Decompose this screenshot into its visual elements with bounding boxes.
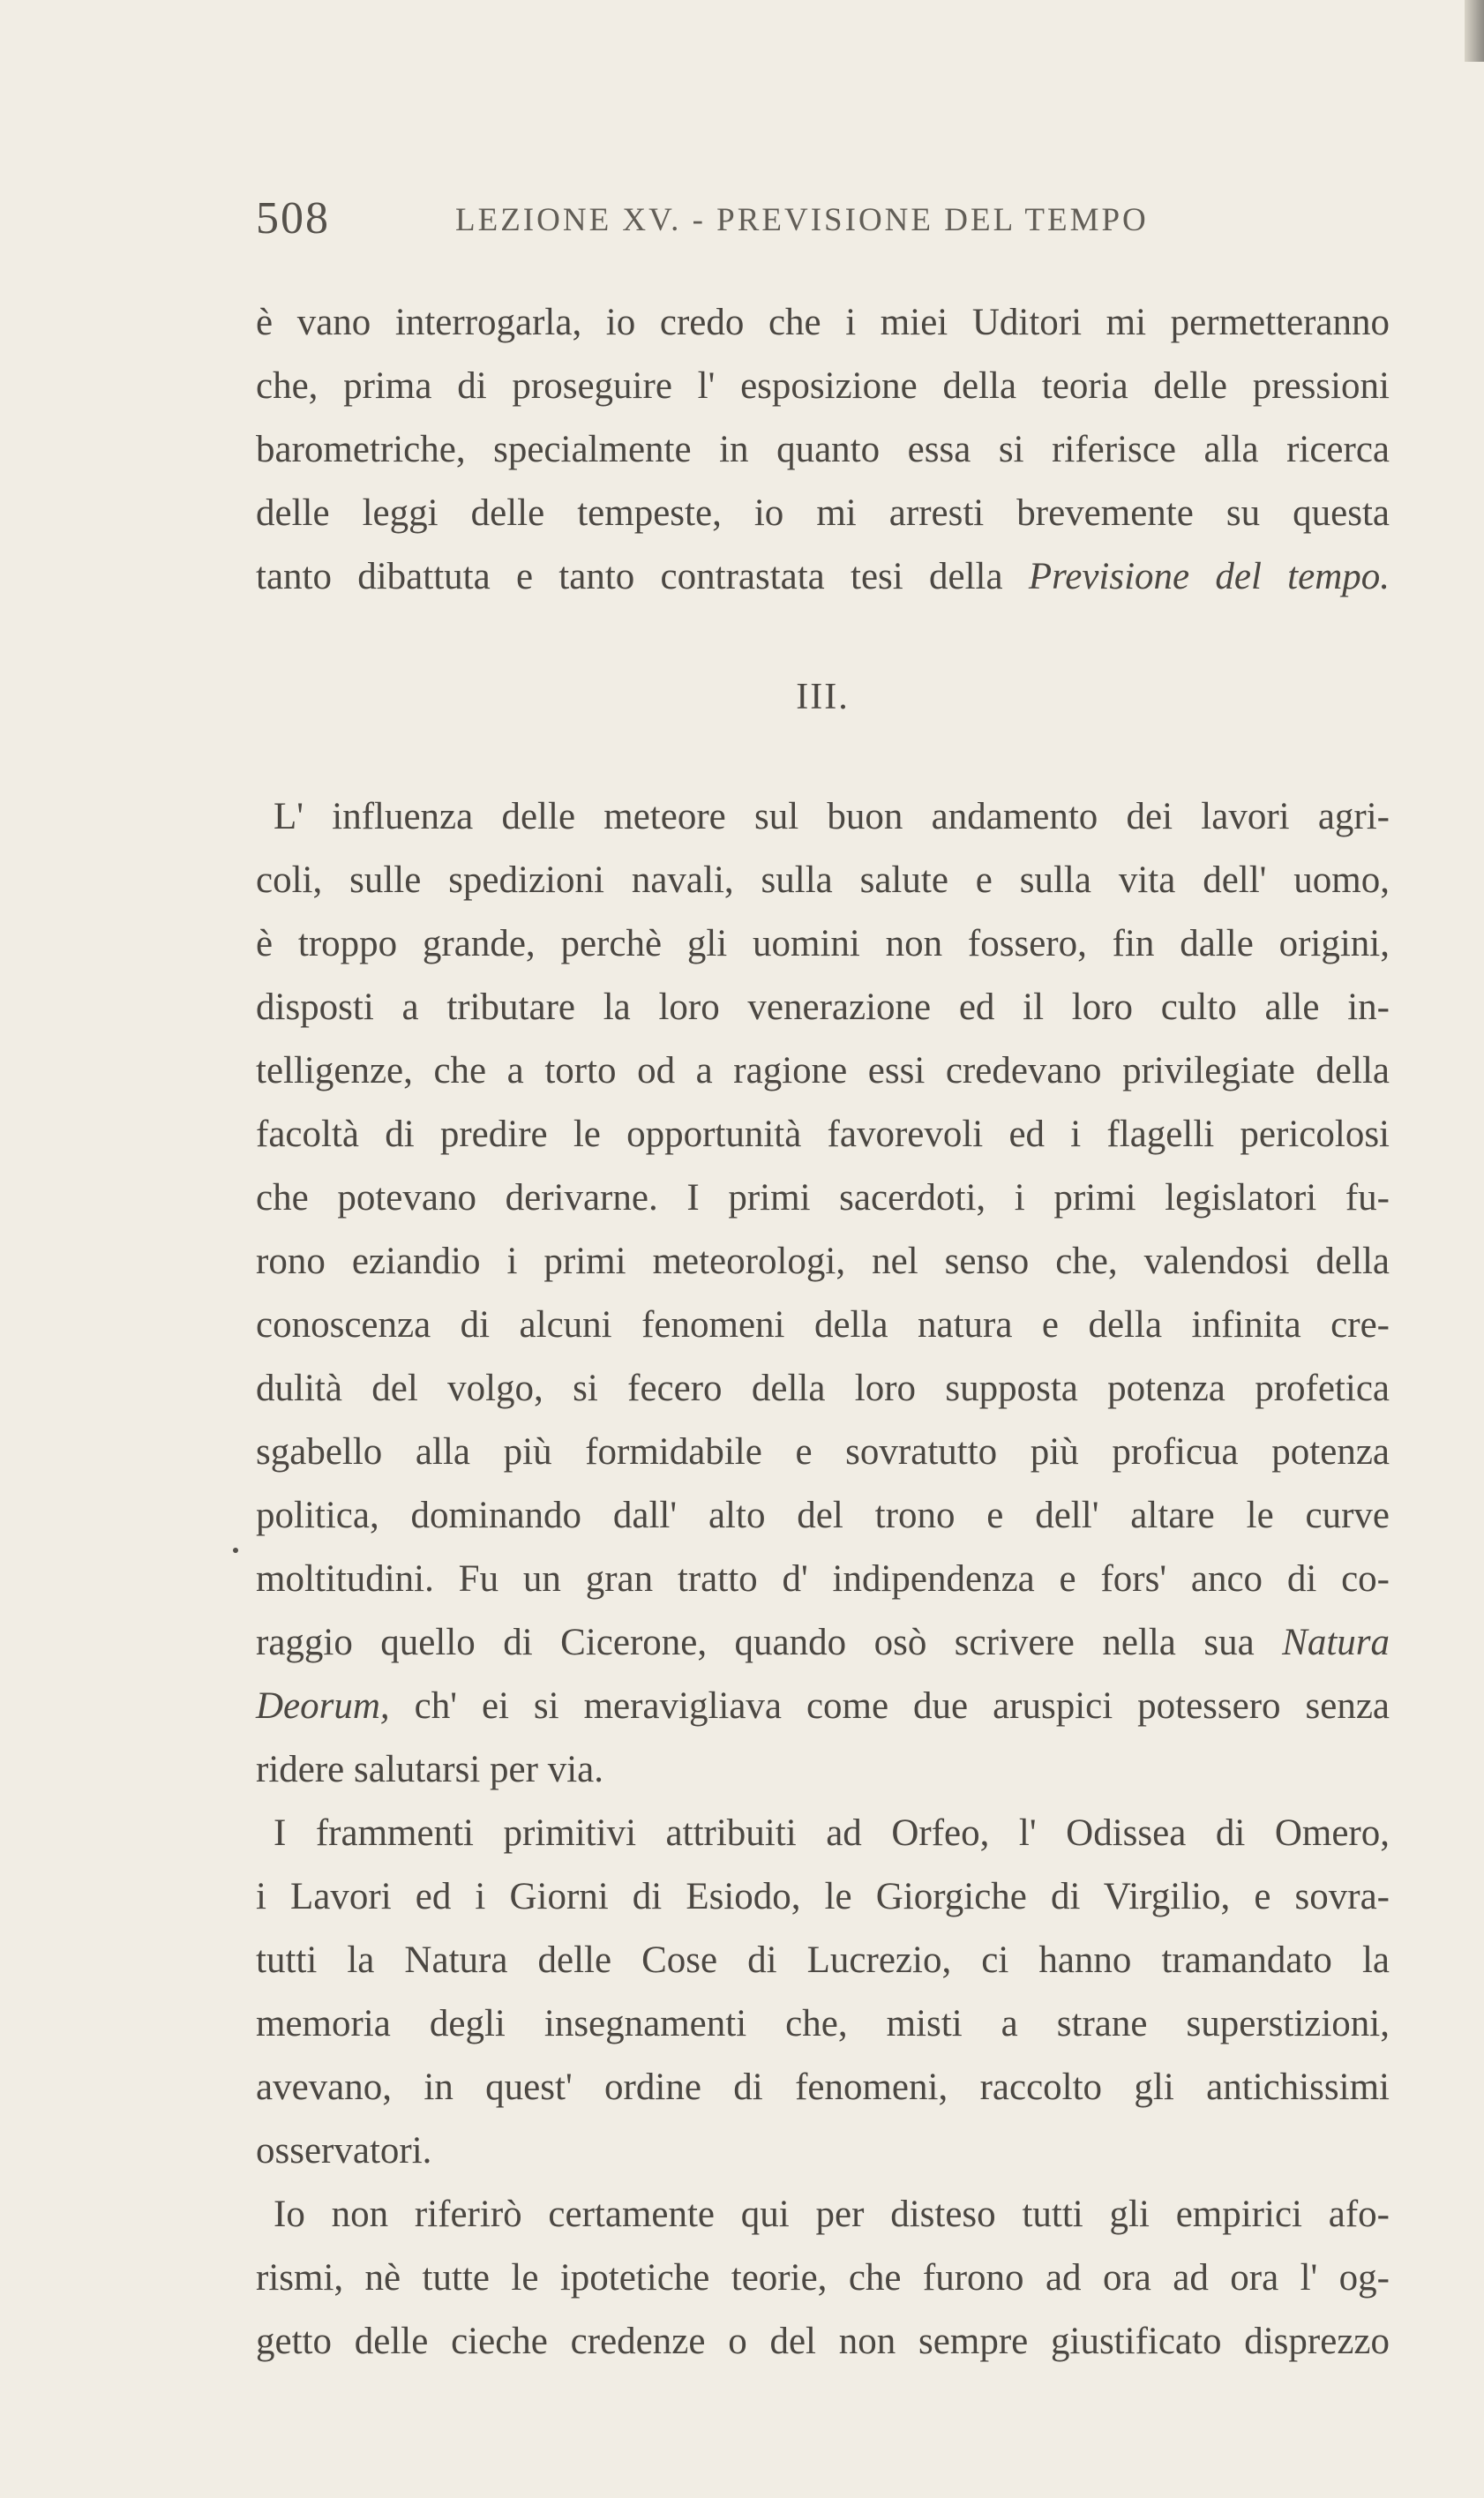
text-line: politica, dominando dall' alto del trono e dell' altare le curve — [256, 1495, 1390, 1536]
italic-title: Natura — [1282, 1622, 1390, 1663]
text-line: delle leggi delle tempeste, io mi arresti brevemente su questa — [256, 492, 1390, 534]
text-line — [256, 545, 1390, 609]
body-text — [256, 291, 1390, 2374]
text-line: è vano interrogarla, io credo che i miei Uditori mi permetteranno — [256, 302, 1390, 343]
text-segment: raggio quello di Cicerone, quando osò scrivere nella sua — [256, 1622, 1255, 1663]
text-segment: ch' ei si meravigliava come due aruspici potessero senza — [414, 1685, 1390, 1727]
text-line: barometriche, specialmente in quanto essa si riferisce alla ricerca — [256, 429, 1390, 470]
text-line: coli, sulle spedizioni navali, sulla salute e sulla vita dell' uomo, — [256, 859, 1390, 901]
italic-title: Deorum, — [256, 1685, 390, 1727]
text-line: i Lavori ed i Giorni di Esiodo, le Giorgiche di Virgilio, e sovra- — [256, 1876, 1390, 1917]
text-line: getto delle cieche credenze o del non sempre giustificato disprezzo — [256, 2321, 1390, 2362]
page-header — [256, 192, 1403, 254]
text-line: moltitudini. Fu un gran tratto d' indipendenza e fors' anco di co- — [256, 1558, 1390, 1600]
text-segment: tanto dibattuta e tanto contrastata tesi della — [256, 556, 1003, 597]
text-line: Io non riferirò certamente qui per disteso tutti gli empirici afo- — [274, 2194, 1390, 2235]
text-line: telligenze, che a torto od a ragione essi credevano privilegiate della — [256, 1050, 1390, 1091]
text-line: conoscenza di alcuni fenomeni della natura e della infinita cre- — [256, 1304, 1390, 1346]
text-line: rono eziandio i primi meteorologi, nel senso che, valendosi della — [256, 1241, 1390, 1282]
text-line: ridere salutarsi per via. — [256, 1749, 603, 1790]
text-line: disposti a tributare la loro venerazione ed il loro culto alle in- — [256, 986, 1390, 1028]
text-line: sgabello alla più formidabile e sovratutto più proficua potenza — [256, 1431, 1390, 1473]
text-line: rismi, nè tutte le ipotetiche teorie, che furono ad ora ad ora l' og- — [256, 2257, 1390, 2299]
text-line: memoria degli insegnamenti che, misti a strane superstizioni, — [256, 2003, 1390, 2044]
text-line: L' influenza delle meteore sul buon andamento dei lavori agri- — [274, 796, 1390, 837]
italic-title: Previsione del tempo. — [1028, 556, 1390, 597]
text-line — [256, 1675, 1390, 1738]
text-line: è troppo grande, perchè gli uomini non fossero, fin dalle origini, — [256, 923, 1390, 964]
text-line: avevano, in quest' ordine di fenomeni, raccolto gli antichissimi — [256, 2067, 1390, 2108]
text-line: dulità del volgo, si fecero della loro supposta potenza profetica — [256, 1368, 1390, 1409]
page-number: 508 — [256, 193, 330, 244]
text-line: tutti la Natura delle Cose di Lucrezio, ci hanno tramandato la — [256, 1939, 1390, 1981]
text-line: facoltà di predire le opportunità favorevoli ed i flagelli pericolosi — [256, 1114, 1390, 1155]
page-edge-mark — [1465, 0, 1484, 62]
text-line: osservatori. — [256, 2130, 432, 2172]
section-heading: III. — [796, 677, 850, 717]
text-line: I frammenti primitivi attribuiti ad Orfeo, l' Odissea di Omero, — [274, 1812, 1390, 1854]
text-line: che potevano derivarne. I primi sacerdoti, i primi legislatori fu- — [256, 1177, 1390, 1219]
running-head: LEZIONE XV. - PREVISIONE DEL TEMPO — [455, 202, 1149, 238]
margin-mark — [233, 1548, 238, 1553]
text-line: che, prima di proseguire l' esposizione della teoria delle pressioni — [256, 365, 1390, 407]
text-line — [256, 1611, 1390, 1675]
